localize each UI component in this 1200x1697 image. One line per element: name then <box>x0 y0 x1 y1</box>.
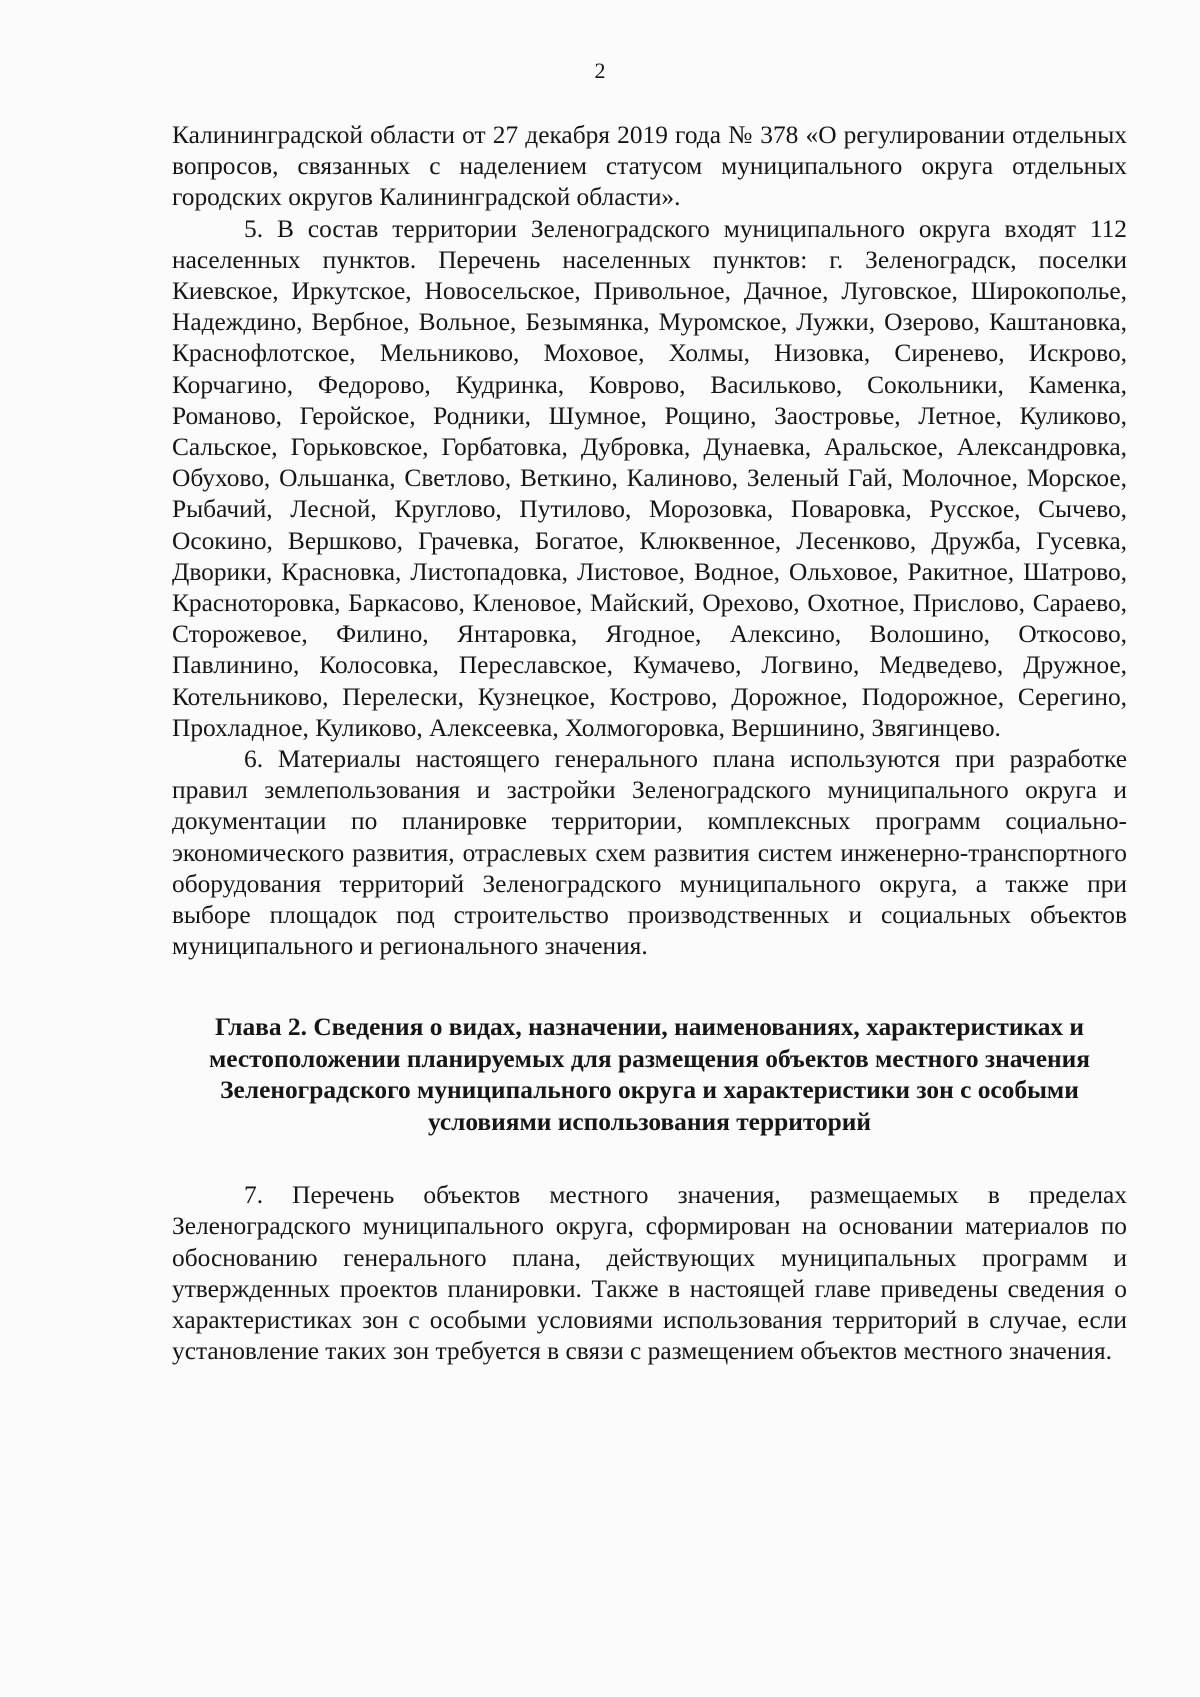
document-body <box>172 120 1127 1367</box>
paragraph-item-7-objects: 7. Перечень объектов местного значения, размещаемых в пределах Зеленоградского муниципального округа, сформирован на основании материалов по обоснованию генерального плана, действующих муниципальных программ и утвержденных проектов планировки. Также в настоящей главе приведены сведения о характеристиках зон с особыми условиями использования территорий в случае, если установление таких зон требуется в связи с размещением объектов местного значения. <box>172 1181 1127 1366</box>
paragraph-item-5-settlements: 5. В состав территории Зеленоградского муниципального округа входят 112 населенных пунктов. Перечень населенных пунктов: г. Зеленоградск, поселки Киевское, Иркутское, Новосельское, Привольное, Дачное, Луговское, Широкополье, Надеждино, Вербное, Вольное, Безымянка, Муромское, Лужки, Озерово, Каштановка, Краснофлотское, Мельниково, Моховое, Холмы, Низовка, Сиренево, Искрово, Корчагино, Федорово, Кудринка, Коврово, Васильково, Сокольники, Каменка, Романово, Геройское, Родники, Шумное, Рощино, Заостровье, Летное, Куликово, Сальское, Горьковское, Горбатовка, Дубровка, Дунаевка, Аральское, Александровка, Обухово, Ольшанка, Светлово, Веткино, Калиново, Зеленый Гай, Молочное, Морское, Рыбачий, Лесной, Круглово, Путилово, Морозовка, Поваровка, Русское, Сычево, Осокино, Вершково, Грачевка, Богатое, Клюквенное, Лесенково, Дружба, Гусевка, Дворики, Красновка, Листопадовка, Листовое, Водное, Ольховое, Ракитное, Шатрово, Красноторовка, Баркасово, Кленовое, Майский, Орехово, Охотное, Прислово, Сараево, Сторожевое, Филино, Янтаровка, Ягодное, Алексино, Волошино, Откосово, Павлинино, Колосовка, Переславское, Кумачево, Логвино, Медведево, Дружное, Котельниково, Перелески, Кузнецкое, Кострово, Дорожное, Подорожное, Серегино, Прохладное, Куликово, Алексеевка, Холмогоровка, Вершинино, Звягинцево. <box>172 214 1127 742</box>
spacer <box>172 1138 1127 1180</box>
paragraph-intro-continuation: Калининградской области от 27 декабря 2019 года № 378 «О регулировании отдельных вопросов, связанных с наделением статусом муниципального округа отдельных городских округов Калининградской области». <box>172 121 1127 212</box>
chapter-2-heading: Глава 2. Сведения о видах, назначении, наименованиях, характеристиках и местоположении планируемых для размещения объектов местного значения Зеленоградского муниципального округа и характеристики зон с особыми условиями использования территорий <box>209 1013 1090 1136</box>
page-number: 2 <box>594 58 606 83</box>
paragraph-item-6-materials: 6. Материалы настоящего генерального плана используются при разработке правил землепользования и застройки Зеленоградского муниципального округа и документации по планировке территории, комплексных программ социально-экономического развития, отраслевых схем развития систем инженерно-транспортного оборудования территорий Зеленоградского муниципального округа, а также при выборе площадок под строительство производственных и социальных объектов муниципального и регионального значения. <box>172 745 1127 961</box>
